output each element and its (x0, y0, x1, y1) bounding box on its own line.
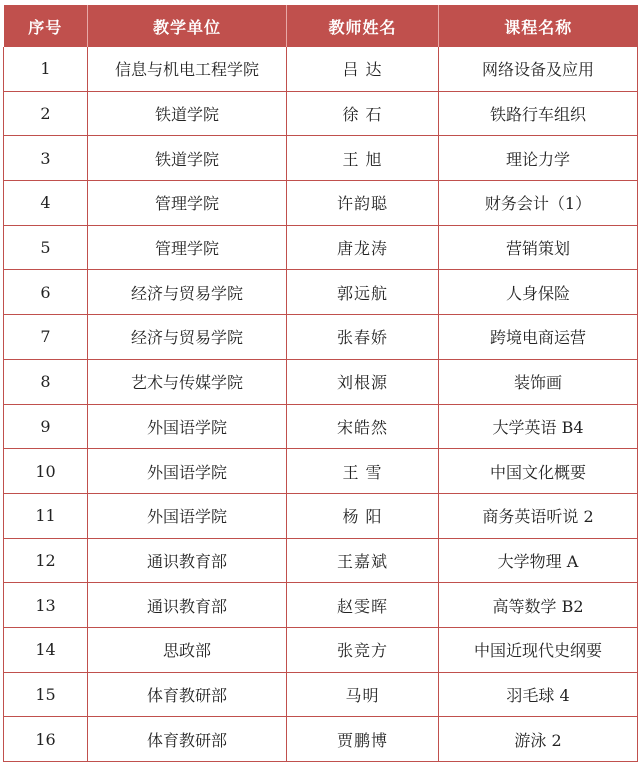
course-table-container (3, 5, 637, 762)
cell-index: 16 (4, 717, 88, 762)
cell-course: 理论力学 (439, 136, 638, 181)
cell-course: 铁路行车组织 (439, 91, 638, 136)
cell-teacher: 杨 阳 (287, 493, 439, 538)
cell-department: 体育教研部 (88, 717, 287, 762)
cell-course: 网络设备及应用 (439, 47, 638, 91)
cell-department: 通识教育部 (88, 583, 287, 628)
cell-course: 高等数学 B2 (439, 583, 638, 628)
table-row (4, 493, 638, 538)
cell-teacher: 宋皓然 (287, 404, 439, 449)
cell-index: 11 (4, 493, 88, 538)
cell-index: 12 (4, 538, 88, 583)
cell-teacher: 徐 石 (287, 91, 439, 136)
cell-teacher: 刘根源 (287, 359, 439, 404)
cell-department: 外国语学院 (88, 493, 287, 538)
cell-index: 9 (4, 404, 88, 449)
table-row (4, 583, 638, 628)
table-row (4, 717, 638, 762)
cell-teacher: 王 旭 (287, 136, 439, 181)
cell-course: 游泳 2 (439, 717, 638, 762)
cell-department: 体育教研部 (88, 672, 287, 717)
cell-teacher: 贾鹏博 (287, 717, 439, 762)
cell-index: 4 (4, 181, 88, 226)
table-row (4, 315, 638, 360)
cell-index: 6 (4, 270, 88, 315)
cell-course: 大学物理 A (439, 538, 638, 583)
cell-department: 管理学院 (88, 181, 287, 226)
cell-course: 大学英语 B4 (439, 404, 638, 449)
cell-department: 外国语学院 (88, 404, 287, 449)
cell-index: 8 (4, 359, 88, 404)
cell-department: 铁道学院 (88, 91, 287, 136)
table-body (4, 47, 638, 762)
cell-department: 经济与贸易学院 (88, 270, 287, 315)
table-row (4, 672, 638, 717)
cell-course: 中国文化概要 (439, 449, 638, 494)
table-row (4, 449, 638, 494)
course-table (3, 5, 638, 762)
table-row (4, 538, 638, 583)
cell-teacher: 吕 达 (287, 47, 439, 91)
cell-department: 外国语学院 (88, 449, 287, 494)
cell-course: 中国近现代史纲要 (439, 627, 638, 672)
cell-teacher: 唐龙涛 (287, 225, 439, 270)
cell-department: 信息与机电工程学院 (88, 47, 287, 91)
table-row (4, 225, 638, 270)
cell-course: 商务英语听说 2 (439, 493, 638, 538)
cell-teacher: 王 雪 (287, 449, 439, 494)
cell-index: 5 (4, 225, 88, 270)
table-row (4, 359, 638, 404)
table-row (4, 404, 638, 449)
cell-department: 通识教育部 (88, 538, 287, 583)
cell-teacher: 马明 (287, 672, 439, 717)
cell-index: 7 (4, 315, 88, 360)
table-row (4, 181, 638, 226)
cell-index: 3 (4, 136, 88, 181)
cell-department: 艺术与传媒学院 (88, 359, 287, 404)
header-index: 序号 (4, 5, 88, 47)
cell-department: 铁道学院 (88, 136, 287, 181)
header-course: 课程名称 (439, 5, 638, 47)
cell-teacher: 张春娇 (287, 315, 439, 360)
cell-teacher: 赵雯晖 (287, 583, 439, 628)
table-row (4, 47, 638, 91)
cell-teacher: 许韵聪 (287, 181, 439, 226)
header-teacher: 教师姓名 (287, 5, 439, 47)
cell-index: 14 (4, 627, 88, 672)
cell-course: 跨境电商运营 (439, 315, 638, 360)
cell-index: 15 (4, 672, 88, 717)
cell-index: 2 (4, 91, 88, 136)
cell-index: 13 (4, 583, 88, 628)
table-row (4, 91, 638, 136)
cell-index: 10 (4, 449, 88, 494)
cell-teacher: 郭远航 (287, 270, 439, 315)
header-row (4, 5, 638, 47)
cell-index: 1 (4, 47, 88, 91)
table-header (4, 5, 638, 47)
cell-course: 装饰画 (439, 359, 638, 404)
table-row (4, 270, 638, 315)
cell-course: 羽毛球 4 (439, 672, 638, 717)
cell-teacher: 王嘉斌 (287, 538, 439, 583)
table-row (4, 136, 638, 181)
cell-department: 经济与贸易学院 (88, 315, 287, 360)
cell-department: 思政部 (88, 627, 287, 672)
cell-course: 财务会计（1） (439, 181, 638, 226)
cell-course: 人身保险 (439, 270, 638, 315)
cell-teacher: 张竞方 (287, 627, 439, 672)
cell-course: 营销策划 (439, 225, 638, 270)
table-row (4, 627, 638, 672)
cell-department: 管理学院 (88, 225, 287, 270)
header-department: 教学单位 (88, 5, 287, 47)
